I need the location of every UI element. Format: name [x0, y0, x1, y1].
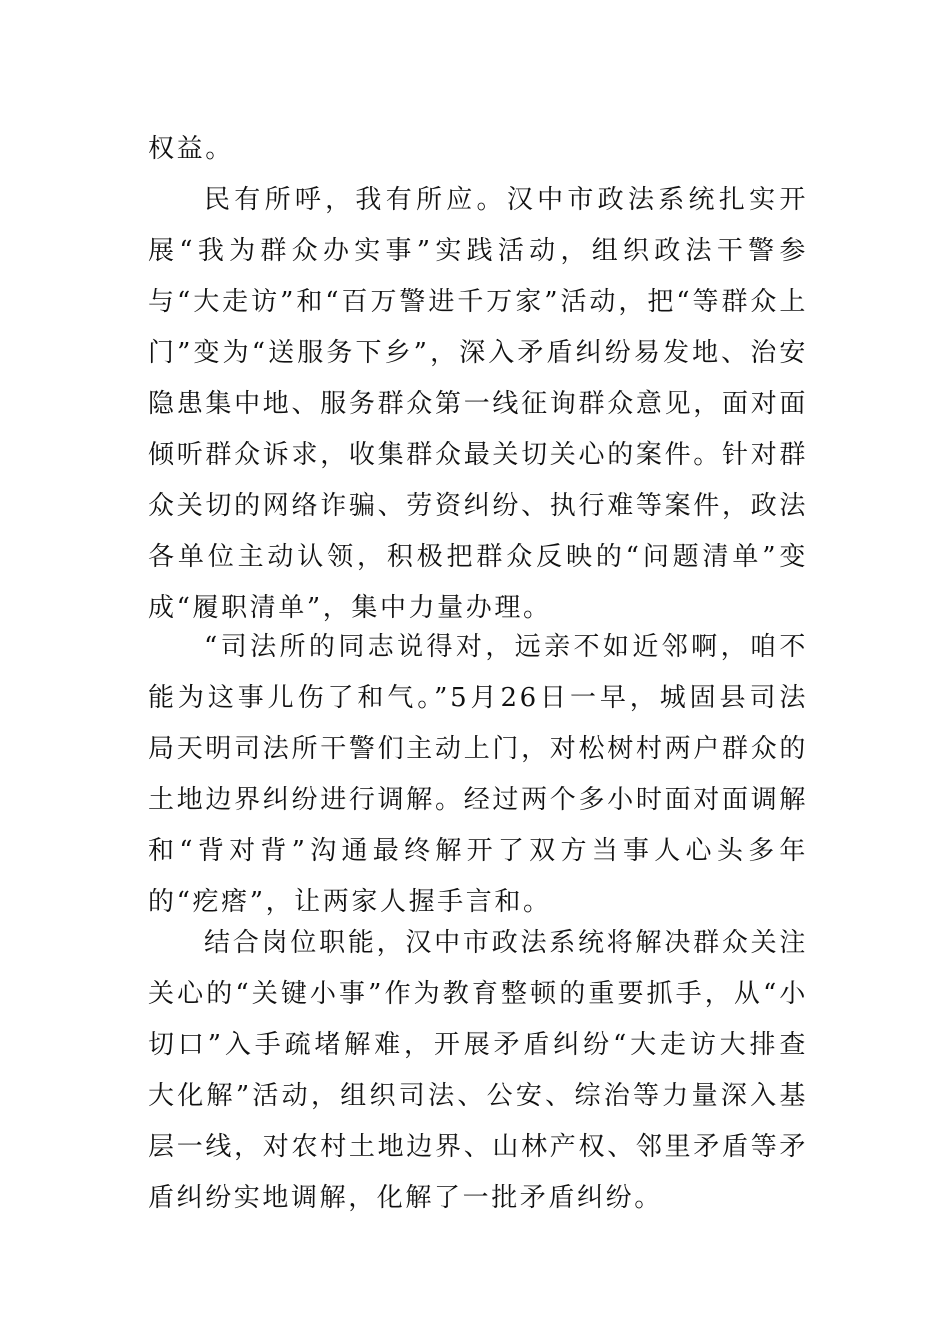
paragraph-key-small-matters: 结合岗位职能，汉中市政法系统将解决群众关注关心的“关键小事”作为教育整顿的重要抓手，从“小切口”入手疏堵解难，开展矛盾纠纷“大走访大排查大化解”活动，组织司法、公安、综治等力量深入基层一线，对农村土地边界、山林产权、邻里矛盾等矛盾纠纷实地调解，化解了一批矛盾纠纷。 [148, 928, 808, 1213]
paragraph-mediation-case: “司法所的同志说得对，远亲不如近邻啊，咱不能为这事儿伤了和气。”5月26日一早，城固县司法局天明司法所干警们主动上门，对松树村两户群众的土地边界纠纷进行调解。经过两个多小时面对面调解和“背对背”沟通最终解开了双方当事人心头多年的“疙瘩”，让两家人握手言和。 [148, 632, 808, 917]
paragraph-response-activities: 民有所呼，我有所应。汉中市政法系统扎实开展“我为群众办实事”实践活动，组织政法干警参与“大走访”和“百万警进千万家”活动，把“等群众上门”变为“送服务下乡”，深入矛盾纠纷易发地、治安隐患集中地、服务群众第一线征询群众意见，面对面倾听群众诉求，收集群众最关切关心的案件。针对群众关切的网络诈骗、劳资纠纷、执行难等案件，政法各单位主动认领，积极把群众反映的“问题清单”变成“履职清单”，集中力量办理。 [148, 185, 808, 623]
paragraph-continuation: 权益。 [148, 134, 234, 164]
